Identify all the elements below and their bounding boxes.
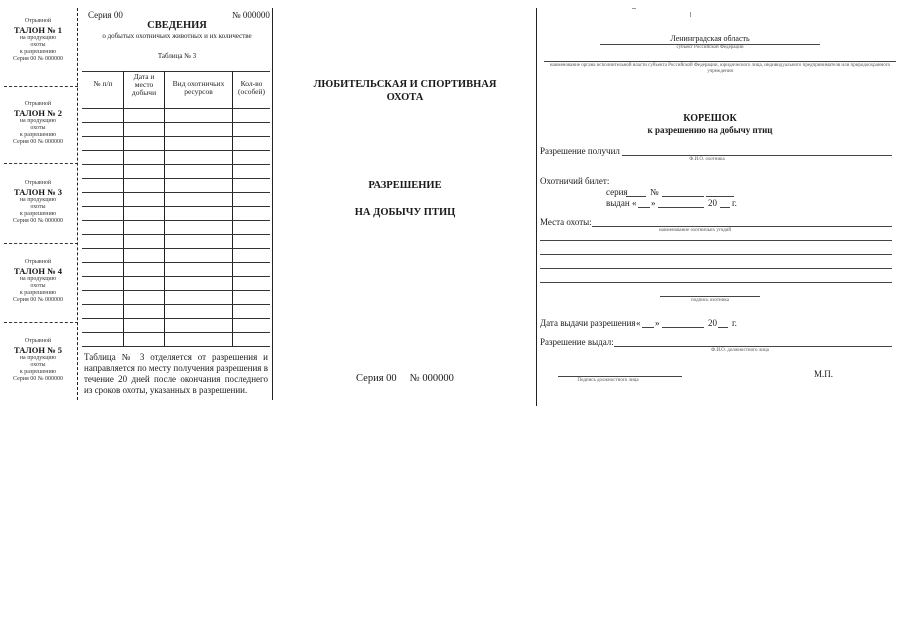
ticket-day-field[interactable] [638,207,650,208]
table-row [82,262,270,263]
issue-date-label: Дата выдачи разрешения [540,318,636,328]
ticket-series-label: серия [606,187,628,197]
panel-number: № 000000 [232,10,270,20]
table-footnote: Таблица № 3 отделяется от разрешения и направляется по месту получения разрешения в течение 20 дней после окончания последнего из сроков охоты, указанных в разрешении. [84,352,268,395]
perforation-line [77,8,78,400]
panel-title: СВЕДЕНИЯ [147,20,207,31]
year-suffix: г. [732,198,737,208]
authority-caption: наименование органа исполнительной власти субъекта Российской Федерации, юридического лица, индивидуального предпринимателя или природоохранного учреждения [549,63,891,74]
talon-line: на продукцию [19,197,57,203]
table-row [82,332,270,333]
fold-line [536,8,537,406]
table-label: Таблица № 3 [157,52,197,60]
talon-1[interactable] [2,18,74,63]
scan-speck [632,8,636,9]
talon-serial: Серия 00 № 000000 [13,218,63,224]
talon-line: охоты [30,42,46,48]
talon-line: охоты [30,283,46,289]
issued-by-label: Разрешение выдал: [540,337,614,347]
signature-caption: подпись охотника [691,298,729,303]
talon-title: ТАЛОН № 2 [14,108,62,118]
table-row [82,290,270,291]
stub-subtitle: к разрешению на добычу птиц [647,125,773,135]
panel-subtitle: о добытых охотничьих животных и их количестве [102,32,252,40]
issued-by-field[interactable] [614,346,892,347]
cut-line [4,243,78,244]
talon-line: к разрешению [19,290,57,296]
talon-top-label: Отрывной [24,180,52,186]
hunt-places-field[interactable] [540,240,892,241]
quote-open: « [636,318,641,328]
table-row [82,318,270,319]
ticket-label: Охотничий билет: [540,176,610,186]
talon-3[interactable] [2,180,74,225]
table-row [82,136,270,137]
talon-top-label: Отрывной [24,338,52,344]
ticket-number-field[interactable] [662,196,704,197]
talon-line: охоты [30,204,46,210]
cut-line [4,86,78,87]
talon-line: к разрешению [19,369,57,375]
hunt-places-field[interactable] [540,254,892,255]
cut-line [4,163,78,164]
table-row [82,192,270,193]
table-row [82,234,270,235]
issue-month-field[interactable] [662,327,704,328]
talon-serial: Серия 00 № 000000 [13,297,63,303]
received-field[interactable] [622,155,892,156]
received-caption: Ф.И.О. охотника [689,157,725,162]
column-header: № п/п [93,79,113,88]
talon-line: на продукцию [19,276,57,282]
fold-line [272,8,273,400]
table-row [82,178,270,179]
talon-title: ТАЛОН № 3 [14,187,62,197]
table-row [82,304,270,305]
ticket-month-field[interactable] [658,207,704,208]
quote-close: » [651,198,656,208]
ticket-year-field[interactable] [720,207,730,208]
table-row [82,122,270,123]
column-header: Вид охотничьих ресурсов [172,79,225,96]
table-row [82,206,270,207]
hunt-places-label: Места охоты: [540,217,592,227]
table-row [82,346,270,347]
talon-serial: Серия 00 № 000000 [13,376,63,382]
official-signature-field[interactable] [558,376,682,377]
talon-serial: Серия 00 № 000000 [13,56,63,62]
year-suffix: г. [732,318,737,328]
issue-year-field[interactable] [718,327,728,328]
ticket-number-label: № [650,187,659,197]
talon-5[interactable] [2,338,74,383]
talon-4[interactable] [2,259,74,304]
table-row [82,164,270,165]
column-header: Дата и место добычи [131,72,157,97]
talon-serial: Серия 00 № 000000 [13,139,63,145]
hunt-places-caption: наименование охотничьих угодий [658,228,732,233]
table-row [82,150,270,151]
scan-speck [690,12,694,17]
ticket-issued-label: выдан [606,198,630,208]
talon-top-label: Отрывной [24,259,52,265]
talon-line: к разрешению [19,211,57,217]
year-prefix: 20 [708,198,717,208]
received-label: Разрешение получил [540,146,620,156]
cover-title-line1: ЛЮБИТЕЛЬСКАЯ И СПОРТИВНАЯ [313,79,497,90]
column-header: Кол-во (особей) [237,79,266,96]
talon-line: охоты [30,362,46,368]
ticket-extra-field[interactable] [706,196,734,197]
cover-serial: Серия 00 № 000000 [356,373,454,384]
talon-line: охоты [30,125,46,131]
talon-line: на продукцию [19,118,57,124]
talon-line: к разрешению [19,49,57,55]
ticket-series-field[interactable] [626,196,646,197]
cut-line [4,322,78,323]
talon-line: к разрешению [19,132,57,138]
talon-line: на продукцию [19,35,57,41]
talon-line: на продукцию [19,355,57,361]
quote-close: » [655,318,660,328]
talon-title: ТАЛОН № 4 [14,266,62,276]
issue-day-field[interactable] [642,327,654,328]
talon-top-label: Отрывной [24,18,52,24]
region-caption: субъект Российской Федерации [676,45,744,50]
permit-title: РАЗРЕШЕНИЕ [368,180,442,191]
table-row [82,220,270,221]
hunt-places-field[interactable] [540,268,892,269]
hunt-places-field[interactable] [592,226,892,227]
permit-subtitle: НА ДОБЫЧУ ПТИЦ [354,207,456,218]
official-signature-caption: Подпись должностного лица [577,378,639,383]
stub-title: КОРЕШОК [683,113,737,124]
table-row [82,276,270,277]
region-name: Ленинградская область [670,34,750,43]
hunter-signature-field[interactable] [660,296,760,297]
talon-2[interactable] [2,101,74,146]
talon-title: ТАЛОН № 1 [14,25,62,35]
hunt-places-field[interactable] [540,282,892,283]
talon-top-label: Отрывной [24,101,52,107]
year-prefix: 20 [708,318,717,328]
table-row [82,248,270,249]
panel-series: Серия 00 [88,10,123,20]
cover-title-line2: ОХОТА [386,92,424,103]
talon-title: ТАЛОН № 5 [14,345,62,355]
issued-by-caption: Ф.И.О. должностного лица [711,348,769,353]
stamp-place: М.П. [814,369,834,379]
quote-open: « [632,198,637,208]
